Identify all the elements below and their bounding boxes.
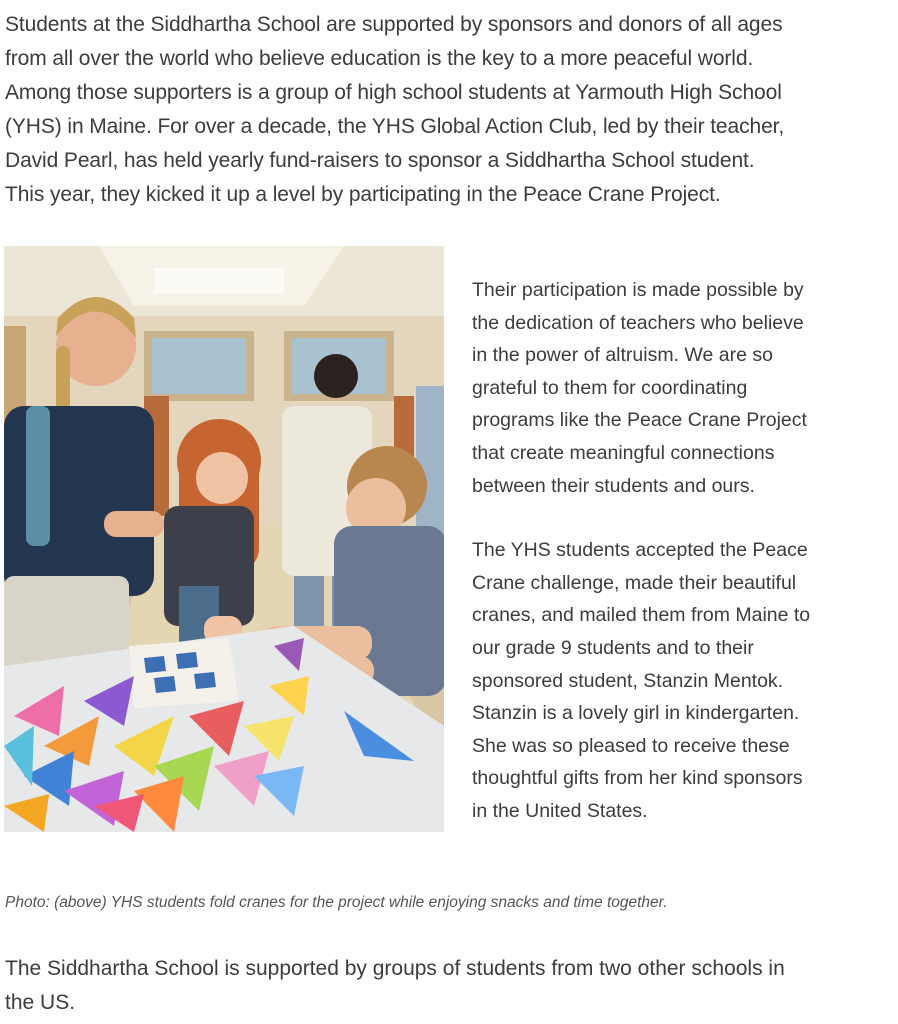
students-folding-cranes-photo [4, 246, 444, 832]
intro-paragraph: Students at the Siddhartha School are supported by sponsors and donors of all ages from all over the world who believe education is the key to a more peaceful world. Among those supporters is a group of high school students at Yarmouth High School (YHS) in Maine. For over a decade, the YHS Global Action Club, led by their teacher, David Pearl, has held yearly fund-raisers to sponsor a Siddhartha School student. This year, they kicked it up a level by participating in the Peace Crane Project. [5, 13, 785, 206]
closing-paragraph: The Siddhartha School is supported by groups of students from two other schools in the US. [5, 957, 785, 1014]
side-paragraph-participation: Their participation is made possible by the dedication of teachers who believe in the power of altruism. We are so grateful to them for coordinating programs like the Peace Crane Project that create meaningful connections between their students and ours. [472, 279, 807, 497]
side-paragraph-challenge: The YHS students accepted the Peace Crane challenge, made their beautiful cranes, and mailed them from Maine to our grade 9 students and to their sponsored student, Stanzin Mentok. Stanzin is a lovely girl in kindergarten. She was so pleased to receive these thoughtful gifts from her kind sponsors in the United States. [472, 539, 811, 822]
side-text-column [472, 274, 892, 828]
photo-caption: Photo: (above) YHS students fold cranes for the project while enjoying snacks and time together. [5, 894, 668, 911]
